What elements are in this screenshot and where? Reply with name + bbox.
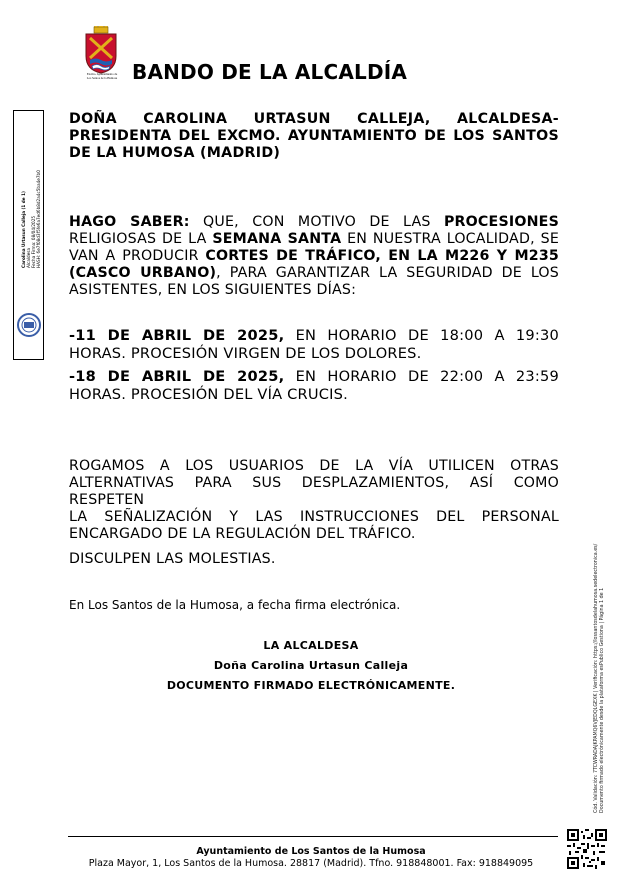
stamp-line: Fecha Firma: 08/04/2025 [31, 215, 36, 268]
validation-margin [585, 543, 615, 827]
page-title: BANDO DE LA ALCALDÍA [132, 60, 408, 84]
bold-span: (CASCO URBANO) [69, 265, 217, 281]
text-line: ENCARGADO DE LA REGULACIÓN DEL TRÁFICO. [69, 526, 416, 542]
bold-span: CORTES DE TRÁFICO, EN LA M226 Y M235 [205, 248, 559, 264]
text-span: RELIGIOSAS DE LA [69, 231, 213, 247]
caption-line-1: Excmo. Ayuntamiento de [86, 72, 118, 76]
seal-icon [16, 312, 42, 338]
text-line: HORAS. PROCESIÓN VIRGEN DE LOS DOLORES. [69, 345, 422, 362]
text-line [69, 231, 559, 248]
apology-line: DISCULPEN LAS MOLESTIAS. [69, 551, 276, 567]
date-label: -11 DE ABRIL DE 2025, [69, 327, 285, 344]
text-line: HORAS. PROCESIÓN DEL VÍA CRUCIS. [69, 386, 348, 403]
date-label: -18 DE ABRIL DE 2025, [69, 368, 285, 385]
text-span: VAN A PRODUCIR [69, 248, 206, 264]
validation-line: Documento firmado electrónicamente desde la plataforma esPublico Gestiona | Página 1 de 1 [600, 587, 605, 813]
signature-role: LA ALCALDESA [263, 639, 359, 652]
text-span: EN HORARIO DE 22:00 A 23:59 [284, 368, 559, 385]
text-span: , PARA GARANTIZAR LA SEGURIDAD DE LOS [216, 265, 559, 281]
text-line [69, 248, 559, 265]
validation-line: Cód. Validación: 7TCWRADAJKPAMQ6VJEDQLGEXK | Verificación: https://lossantosdelahumosa.sedelectronica.es/ [594, 543, 599, 813]
coat-of-arms-caption [74, 72, 130, 80]
text-line [69, 214, 559, 231]
text-span: QUE, CON MOTIVO DE LAS [189, 214, 444, 230]
text-line [69, 265, 559, 282]
footer-org: Ayuntamiento de Los Santos de la Humosa [196, 846, 426, 857]
text-line [69, 327, 559, 345]
text-line: LA SEÑALIZACIÓN Y LAS INSTRUCCIONES DEL PERSONAL [69, 509, 559, 525]
text-line: ALTERNATIVAS PARA SUS DESPLAZAMIENTOS, ASÍ COMO RESPETEN [69, 475, 559, 508]
announcement-paragraph [69, 214, 559, 299]
stamp-line: HASH: 6e7f08d3f5fe6a7ed6b8d2a4c5ba4e7b0 [36, 170, 41, 268]
footer-address: Plaza Mayor, 1, Los Santos de la Humosa. 28817 (Madrid). Tfno. 918848001. Fax: 918849095 [88, 858, 534, 869]
place-date: En Los Santos de la Humosa, a fecha firma electrónica. [69, 598, 401, 612]
request-paragraph [69, 458, 559, 543]
coat-of-arms-logo [82, 26, 120, 74]
qr-code-icon[interactable] [567, 829, 607, 869]
stamp-line: Alcaldesa [26, 247, 31, 268]
signature-note: DOCUMENTO FIRMADO ELECTRÓNICAMENTE. [166, 679, 456, 692]
date-entry-1 [69, 327, 559, 363]
bold-span: PROCESIONES [443, 214, 559, 230]
text-line [69, 368, 559, 386]
bold-span: SEMANA SANTA [212, 231, 342, 247]
signature-name: Doña Carolina Urtasun Calleja [213, 659, 409, 672]
text-line: ASISTENTES, EN LOS SIGUIENTES DÍAS: [69, 282, 357, 298]
stamp-line: Carolina Urtasun Calleja (1 de 1) [21, 191, 26, 268]
document-heading: DOÑA CAROLINA URTASUN CALLEJA, ALCALDESA-PRESIDENTA DEL EXCMO. AYUNTAMIENTO DE LOS SANTOS DE LA HUMOSA (MADRID) [69, 111, 559, 161]
validation-text [594, 543, 606, 813]
hago-saber-label: HAGO SABER: [69, 214, 190, 230]
caption-line-2: Los Santos de la Humosa [86, 76, 118, 80]
text-line: ROGAMOS A LOS USUARIOS DE LA VÍA UTILICEN OTRAS [69, 458, 559, 474]
text-span: EN HORARIO DE 18:00 A 19:30 [284, 327, 559, 344]
text-span: EN NUESTRA LOCALIDAD, SE [341, 231, 559, 247]
footer-divider [68, 836, 558, 837]
date-entry-2 [69, 368, 559, 404]
stamp-text [21, 158, 41, 268]
